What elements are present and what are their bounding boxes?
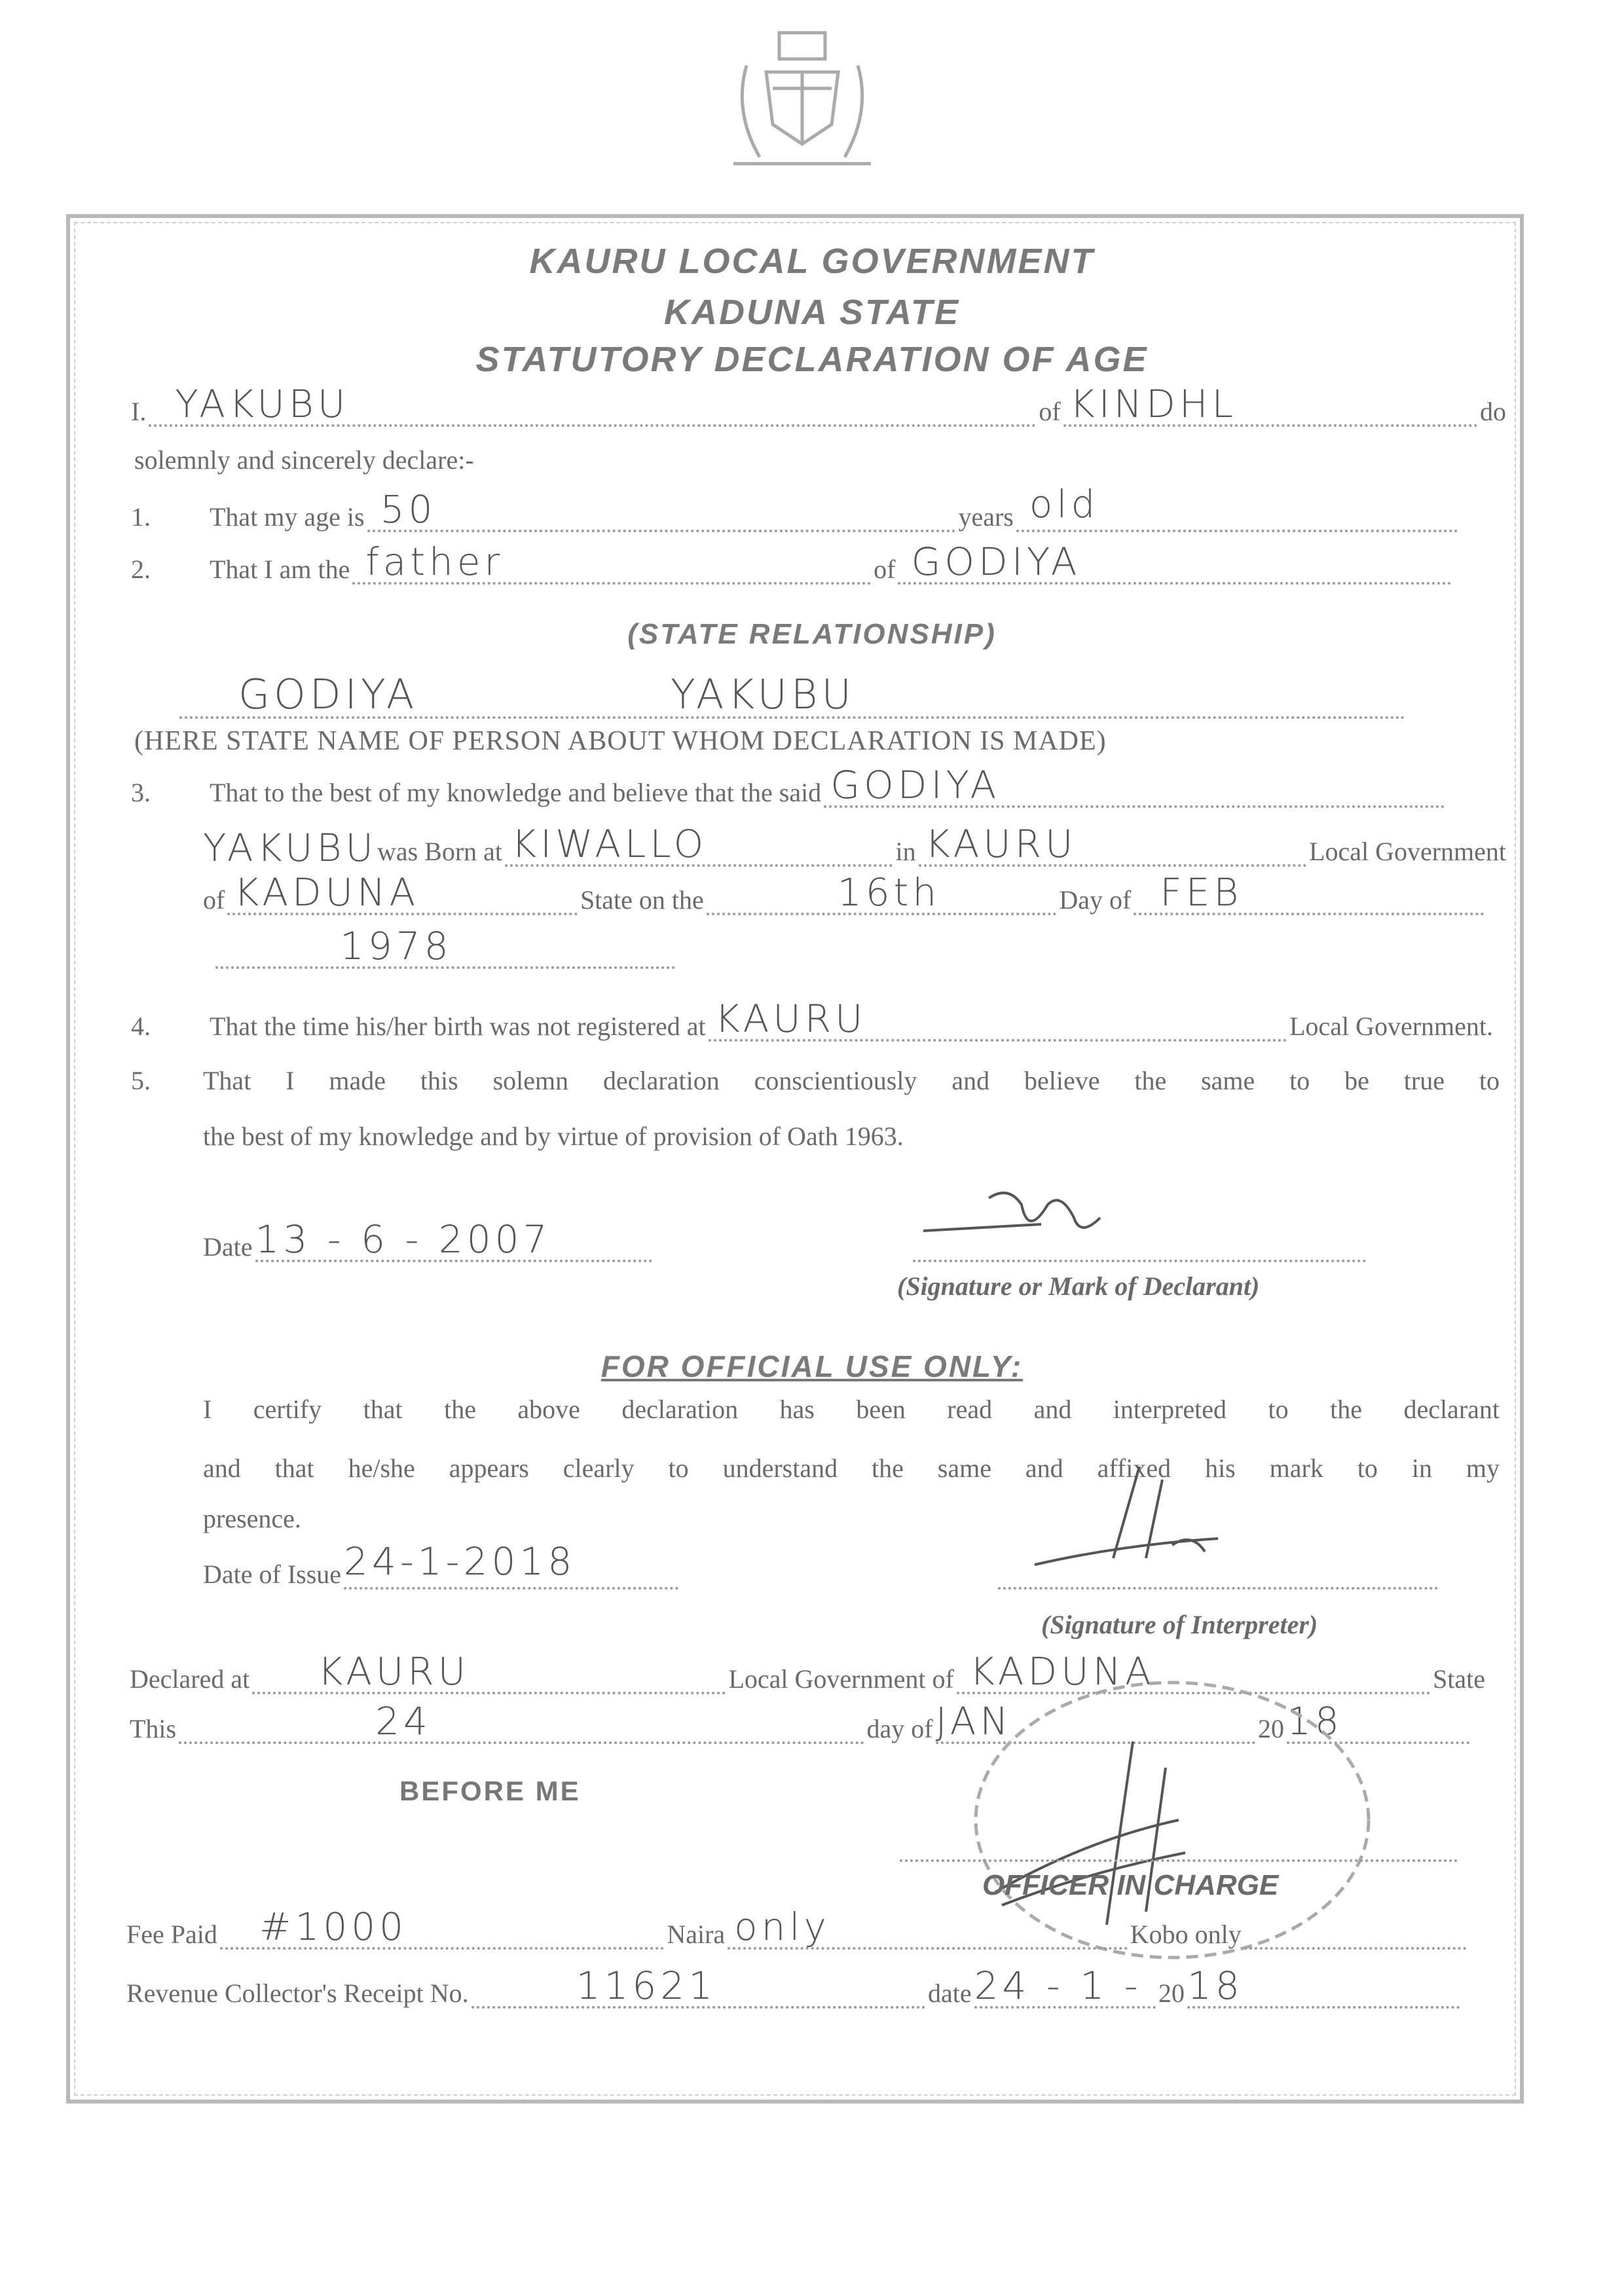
birth-day-value: 16th: [837, 870, 941, 915]
born-label: was Born at: [377, 837, 503, 866]
person-name-caption: (HERE STATE NAME OF PERSON ABOUT WHOM DECLARATION IS MADE): [134, 726, 1107, 756]
age-label: That my age is: [210, 502, 365, 532]
person-name-line: [177, 670, 1408, 719]
receipt-year-value: 18: [1187, 1963, 1244, 2008]
item-number: 3.: [131, 778, 151, 807]
item5-line2: the best of my knowledge and by virtue of provision of Oath 1963.: [203, 1121, 904, 1151]
of-label: of: [203, 885, 225, 915]
relationship-line: [131, 539, 1454, 585]
item4-label: That the time his/her birth was not registered at: [210, 1011, 706, 1041]
before-me-label: BEFORE ME: [399, 1776, 581, 1806]
receipt-year-prefix: 20: [1158, 1978, 1185, 2008]
state-label: State: [1433, 1664, 1486, 1694]
age-field[interactable]: [367, 487, 956, 532]
years-label: years: [958, 502, 1014, 532]
birth-year-value: 1978: [340, 924, 452, 968]
receipt-number-value: 11621: [576, 1963, 717, 2008]
receipt-number-field[interactable]: [471, 1963, 925, 2009]
item3-line1: [131, 763, 1447, 808]
declarant-date-line: [203, 1217, 655, 1262]
receipt-date-value: 24 - 1 -: [974, 1963, 1142, 2008]
official-use-heading: FOR OFFICIAL USE ONLY:: [600, 1349, 1024, 1383]
year-value: 18: [1286, 1699, 1343, 1743]
certify-line2: and that he/she appears clearly to understand the same and affixed his mark to in my: [203, 1453, 1500, 1483]
person-first-name: GODIYA: [238, 670, 418, 718]
officer-signature-field[interactable]: [900, 1831, 1458, 1862]
state-on-the-label: State on the: [580, 885, 704, 915]
said-name-value: GODIYA: [830, 763, 1001, 807]
birth-lga-field[interactable]: [919, 822, 1306, 867]
registration-lga-field[interactable]: [709, 996, 1287, 1042]
local-government-label: Local Government: [1309, 837, 1507, 866]
fee-paid-line: [126, 1904, 1469, 1950]
item4-suffix: Local Government.: [1289, 1011, 1493, 1041]
item3-line3: [203, 870, 1486, 915]
this-label: This: [130, 1714, 177, 1743]
birth-lga-value: KAURU: [925, 822, 1077, 866]
declarant-signature-caption: (Signature or Mark of Declarant): [897, 1271, 1260, 1301]
in-label: in: [895, 837, 916, 866]
lg-of-value: KADUNA: [969, 1649, 1155, 1694]
item-number: 1.: [131, 502, 151, 532]
of-label: of: [874, 555, 896, 584]
month-value: JAN: [935, 1699, 1012, 1743]
item3-line4: [213, 924, 678, 969]
officer-signature-line: [897, 1831, 1460, 1862]
birth-month-value: FEB: [1160, 870, 1243, 915]
officer-in-charge-caption: OFFICER IN CHARGE: [982, 1869, 1279, 1901]
declarant-signature: [910, 1178, 1146, 1264]
years-value: old: [1029, 482, 1099, 526]
fee-paid-label: Fee Paid: [126, 1920, 217, 1949]
age-line: [131, 482, 1460, 532]
declarant-name-field[interactable]: [149, 382, 1036, 427]
receipt-date-field[interactable]: [974, 1963, 1156, 2009]
issue-date-field[interactable]: [344, 1539, 678, 1590]
certify-line1: I certify that the above declaration has been read and interpreted to the declarant: [203, 1394, 1500, 1424]
issue-date-value: 24-1-2018: [344, 1539, 576, 1584]
naira-value: only: [734, 1904, 830, 1949]
birth-day-field[interactable]: [707, 870, 1057, 915]
fee-paid-value: #1000: [259, 1904, 408, 1949]
birth-year-field[interactable]: [215, 924, 675, 969]
kobo-label: Kobo only: [1130, 1920, 1242, 1949]
relationship-label: That I am the: [210, 555, 350, 584]
birth-state-field[interactable]: [227, 870, 578, 915]
item3-label: That to the best of my knowledge and believe that the said: [210, 778, 822, 807]
issue-date-label: Date of Issue: [203, 1559, 342, 1589]
coat-of-arms-emblem: [707, 26, 897, 177]
fee-paid-field[interactable]: [220, 1904, 664, 1950]
registration-lga-value: KAURU: [714, 996, 867, 1041]
declarant-line: [131, 382, 1506, 427]
item5-line1: That I made this solemn declaration conscientiously and believe the same to be true to: [203, 1066, 1500, 1095]
declarant-town-value: KINDHL: [1069, 382, 1237, 426]
heading-state: KADUNA STATE: [664, 293, 960, 332]
this-day-value: 24: [375, 1699, 432, 1743]
year-prefix: 20: [1257, 1714, 1284, 1743]
relationship-of-field[interactable]: [898, 539, 1451, 585]
person-name-field[interactable]: [179, 670, 1405, 719]
birth-state-value: KADUNA: [234, 870, 420, 915]
receipt-label: Revenue Collector's Receipt No.: [126, 1978, 469, 2008]
heading-local-government: KAURU LOCAL GOVERNMENT: [529, 242, 1095, 281]
declarant-name-value: YAKUBU: [175, 382, 350, 426]
this-day-field[interactable]: [179, 1699, 864, 1744]
interpreter-signature: [1022, 1467, 1283, 1597]
relationship-field[interactable]: [352, 539, 871, 585]
receipt-line: [126, 1963, 1462, 2009]
intro-prefix: I.: [131, 397, 147, 426]
heading-form-title: STATUTORY DECLARATION OF AGE: [475, 340, 1149, 379]
issue-date-line: [203, 1539, 681, 1590]
age-value: 50: [380, 487, 437, 532]
declarant-town-field[interactable]: [1063, 382, 1477, 427]
declared-at-label: Declared at: [130, 1664, 250, 1694]
item-number: 5.: [131, 1066, 151, 1095]
date-label: Date: [203, 1232, 253, 1262]
receipt-date-label: date: [928, 1978, 972, 2008]
naira-field[interactable]: [728, 1904, 1128, 1950]
do-label: do: [1480, 397, 1506, 426]
declared-at-value: KAURU: [318, 1649, 470, 1694]
lg-of-label: Local Government of: [728, 1664, 954, 1694]
birth-month-field[interactable]: [1134, 870, 1484, 915]
kobo-field[interactable]: [1244, 1918, 1466, 1950]
item-number: 2.: [131, 555, 151, 584]
interpreter-signature-caption: (Signature of Interpreter): [1041, 1610, 1318, 1639]
naira-label: Naira: [667, 1920, 726, 1949]
relationship-value: father: [365, 539, 504, 584]
declarant-date-value: 13 - 6 - 2007: [255, 1217, 551, 1262]
declarant-date-field[interactable]: [255, 1217, 652, 1262]
said-name-field[interactable]: [824, 763, 1445, 808]
birthplace-value: KIWALLO: [511, 822, 708, 866]
day-of-label: Day of: [1059, 885, 1132, 915]
of-label: of: [1039, 397, 1061, 426]
item-number: 4.: [131, 1011, 151, 1041]
day-of-label: day of: [866, 1714, 933, 1743]
years-field[interactable]: [1016, 482, 1458, 532]
relationship-of-value: GODIYA: [911, 539, 1081, 584]
declared-at-field[interactable]: [252, 1649, 726, 1694]
receipt-year-field[interactable]: [1187, 1963, 1460, 2009]
item3-line2: [203, 822, 1507, 870]
solemnly-text: solemnly and sincerely declare:-: [134, 445, 474, 475]
item4-line: [131, 996, 1493, 1042]
birthplace-field[interactable]: [505, 822, 893, 867]
surname-value: YAKUBU: [203, 826, 377, 870]
certify-line3: presence.: [203, 1504, 301, 1533]
person-last-name: YAKUBU: [671, 670, 855, 718]
state-relationship-heading: (STATE RELATIONSHIP): [627, 618, 997, 650]
